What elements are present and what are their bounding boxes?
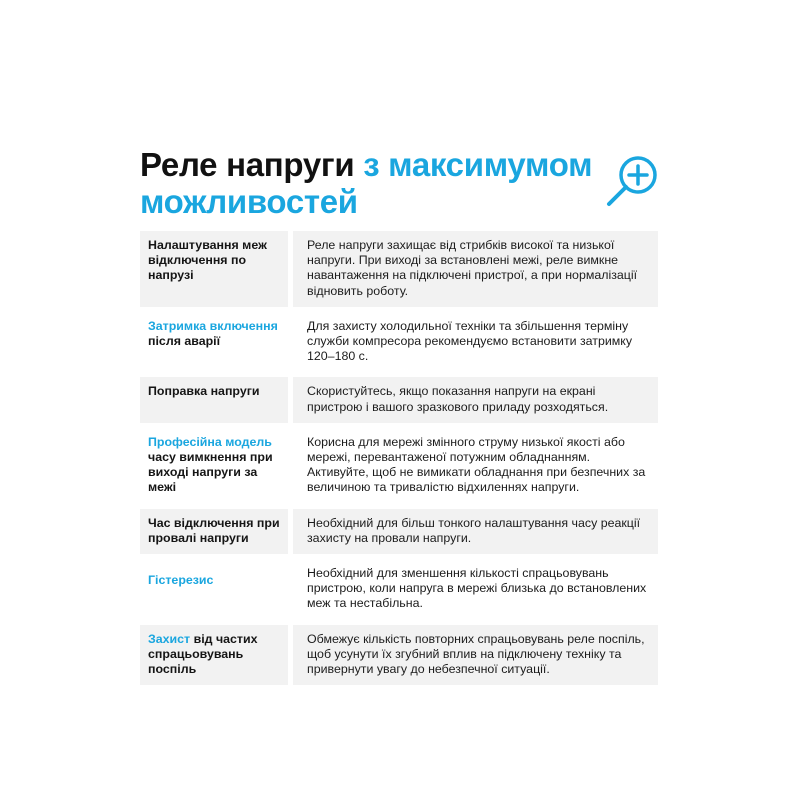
feature-label: Час відключення при провалі напруги	[140, 509, 288, 554]
feature-table	[140, 231, 658, 690]
feature-row-voltage-correction	[140, 377, 658, 422]
zoom-in-icon	[604, 152, 662, 210]
feature-row-restart-delay	[140, 312, 658, 373]
feature-label: Захист від частих спрацьовувань поспіль	[140, 625, 288, 686]
feature-row-dip-cutoff-time	[140, 509, 658, 554]
feature-description: Необхідний для зменшення кількості спрацьовувань пристрою, коли напруга в мережі близька до встановлених меж та нестабільна.	[307, 566, 647, 611]
title-black-part: Реле напруги	[140, 146, 355, 183]
feature-label: Гістерезис	[148, 573, 214, 588]
feature-description: Реле напруги захищає від стрибків високої та низької напруги. При виході за встановлені межі, реле вимкне навантаження на підключені пристрої, а при нормалізації відновить роботу.	[293, 231, 658, 307]
title-blue-part-1: з максимумом	[363, 146, 593, 183]
feature-row-professional-model	[140, 428, 658, 504]
feature-label: Професійна модель часу вимкнення при виході напруги за межі	[148, 434, 273, 495]
feature-description: Обмежує кількість повторних спрацьовувань реле поспіль, щоб усунути їх згубний вплив на підключену техніку та привернути увагу до небезпечної ситуації.	[293, 625, 658, 686]
feature-label: Налаштування меж відключення по напрузі	[140, 231, 288, 307]
title-blue-part-2: можливостей	[140, 183, 358, 220]
feature-description: Необхідний для більш тонкого налаштування часу реакції захисту на провали напруги.	[293, 509, 658, 554]
feature-description: Корисна для мережі змінного струму низької якості або мережі, перевантаженої потужним обладнанням. Активуйте, щоб не вимикати обладнання при безпечних за величиною та тривалістю відхиленнях напруги.	[307, 434, 646, 495]
page-title	[140, 146, 600, 220]
feature-label: Поправка напруги	[140, 377, 288, 422]
feature-description: Скористуйтесь, якщо показання напруги на екрані пристрою і вашого зразкового приладу розходяться.	[293, 377, 658, 422]
feature-row-hysteresis	[140, 559, 658, 620]
feature-row-voltage-limits	[140, 231, 658, 307]
feature-row-frequent-trip-protection	[140, 625, 658, 686]
feature-label: Затримка включення після аварії	[148, 318, 278, 349]
feature-description: Для захисту холодильної техніки та збільшення терміну служби компресора рекомендуємо встановити затримку 120–180 с.	[307, 318, 633, 364]
